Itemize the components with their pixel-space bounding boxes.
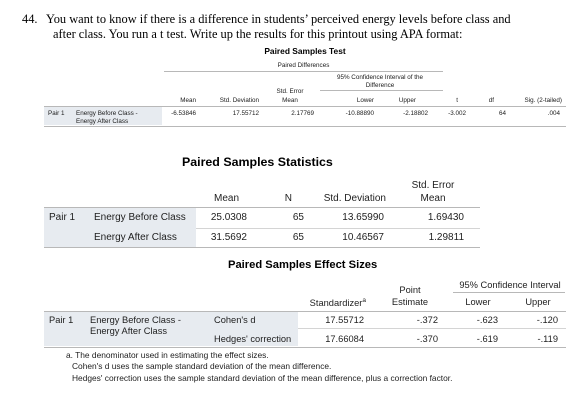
stats-row-std-deviation: 13.65990	[342, 212, 384, 223]
stats-row-label: Energy Before Class	[94, 212, 186, 223]
footnote-a: a. The denominator used in estimating the effect sizes.	[66, 350, 269, 360]
value-sig: .004	[547, 110, 560, 117]
stats-col-std-error-line-1: Std. Error	[411, 180, 455, 191]
effect-row-divider	[298, 328, 566, 329]
stats-row-mean: 25.0308	[210, 212, 247, 223]
footnote-hedges: Hedges' correction uses the sample standard deviation of the mean difference, plus a correction factor.	[72, 373, 453, 383]
ci-header-rule	[320, 90, 443, 91]
value-mean: -6.53846	[171, 110, 196, 117]
value-lower: -10.88890	[345, 110, 374, 117]
effect-label-line-1: Energy Before Class -	[90, 315, 181, 325]
ci-header-line-1: 95% Confidence Interval of the	[336, 74, 424, 81]
col-header-std-error-line-1: Std. Error	[276, 88, 304, 95]
stats-row-n: 65	[292, 232, 304, 243]
effect-row-lower: -.619	[476, 334, 498, 344]
value-t: -3.002	[448, 110, 466, 117]
effect-col-standardizer	[290, 297, 366, 308]
paired-differences-header: Paired Differences	[277, 62, 330, 69]
stats-col-std-deviation: Std. Deviation	[323, 193, 386, 204]
col-header-sig: Sig. (2-tailed)	[524, 97, 562, 104]
effect-row-measure: Cohen's d	[214, 315, 256, 325]
stats-bottom-rule	[44, 247, 480, 248]
ci-header-line-2: Difference	[365, 82, 395, 89]
effect-row-measure: Hedges' correction	[214, 334, 292, 344]
effect-row-upper: -.120	[536, 315, 558, 325]
footnote-cohens: Cohen's d uses the sample standard deviation of the mean difference.	[72, 361, 332, 371]
effect-col-standardizer-label: Standardizer	[309, 298, 363, 309]
stats-pair-label: Pair 1	[49, 212, 76, 223]
question-line-1: You want to know if there is a difference in students’ perceived energy levels before class and	[46, 12, 511, 26]
stats-col-std-error-line-2: Mean	[420, 193, 446, 204]
group-header-rule	[164, 71, 443, 72]
stats-row-std-deviation: 10.46567	[342, 232, 384, 243]
stats-col-n: N	[284, 193, 292, 204]
question-line-2: after class. You run a t test. Write up the results for this printout using APA format:	[53, 27, 463, 41]
effect-ci-rule	[453, 292, 565, 293]
value-df: 64	[498, 110, 506, 117]
effect-row-standardizer: 17.55712	[325, 315, 364, 325]
effect-col-lower: Lower	[465, 297, 491, 307]
effect-row-point: -.370	[416, 334, 438, 344]
row-label-line-2: Energy After Class	[76, 118, 129, 125]
effect-col-point-line-2: Estimate	[391, 297, 429, 307]
effect-col-point-line-1: Point	[399, 285, 421, 295]
paired-test-title: Paired Samples Test	[264, 46, 346, 56]
col-header-std-deviation: Std. Deviation	[219, 97, 259, 104]
standardizer-footnote-marker: a	[362, 297, 366, 304]
col-header-upper: Upper	[398, 97, 416, 104]
stats-row-std-error: 1.69430	[427, 212, 464, 223]
stats-row-label: Energy After Class	[94, 232, 177, 243]
effect-label-line-2: Energy After Class	[90, 326, 167, 336]
effect-pair-label: Pair 1	[49, 315, 74, 325]
col-header-t: t	[456, 97, 458, 104]
value-std-error: 2.17769	[291, 110, 314, 117]
col-header-std-error-line-2: Mean	[282, 97, 298, 104]
effect-bottom-rule	[44, 347, 566, 348]
col-header-mean: Mean	[180, 97, 196, 104]
effect-row-standardizer: 17.66084	[325, 334, 364, 344]
value-std-deviation: 17.55712	[232, 110, 259, 117]
effect-row-lower: -.623	[476, 315, 498, 325]
stats-row-n: 65	[292, 212, 304, 223]
stats-col-mean: Mean	[213, 193, 239, 204]
effect-row-upper: -.119	[537, 334, 558, 344]
question-number: 44.	[22, 12, 38, 26]
col-header-lower: Lower	[356, 97, 374, 104]
value-upper: -2.18802	[403, 110, 428, 117]
effect-ci-header: 95% Confidence Interval	[459, 280, 561, 290]
paired-stats-title: Paired Samples Statistics	[182, 155, 333, 169]
row-label-line-1: Energy Before Class -	[76, 110, 138, 117]
stats-row-divider	[196, 228, 480, 229]
pair-label: Pair 1	[48, 110, 65, 117]
effect-row-point: -.372	[416, 315, 438, 325]
bottom-rule	[44, 126, 566, 127]
effect-col-upper: Upper	[525, 297, 551, 307]
stats-row-std-error: 1.29811	[428, 232, 464, 243]
effect-sizes-title: Paired Samples Effect Sizes	[228, 259, 378, 271]
stats-row-mean: 31.5692	[210, 232, 247, 243]
col-header-df: df	[488, 97, 494, 104]
